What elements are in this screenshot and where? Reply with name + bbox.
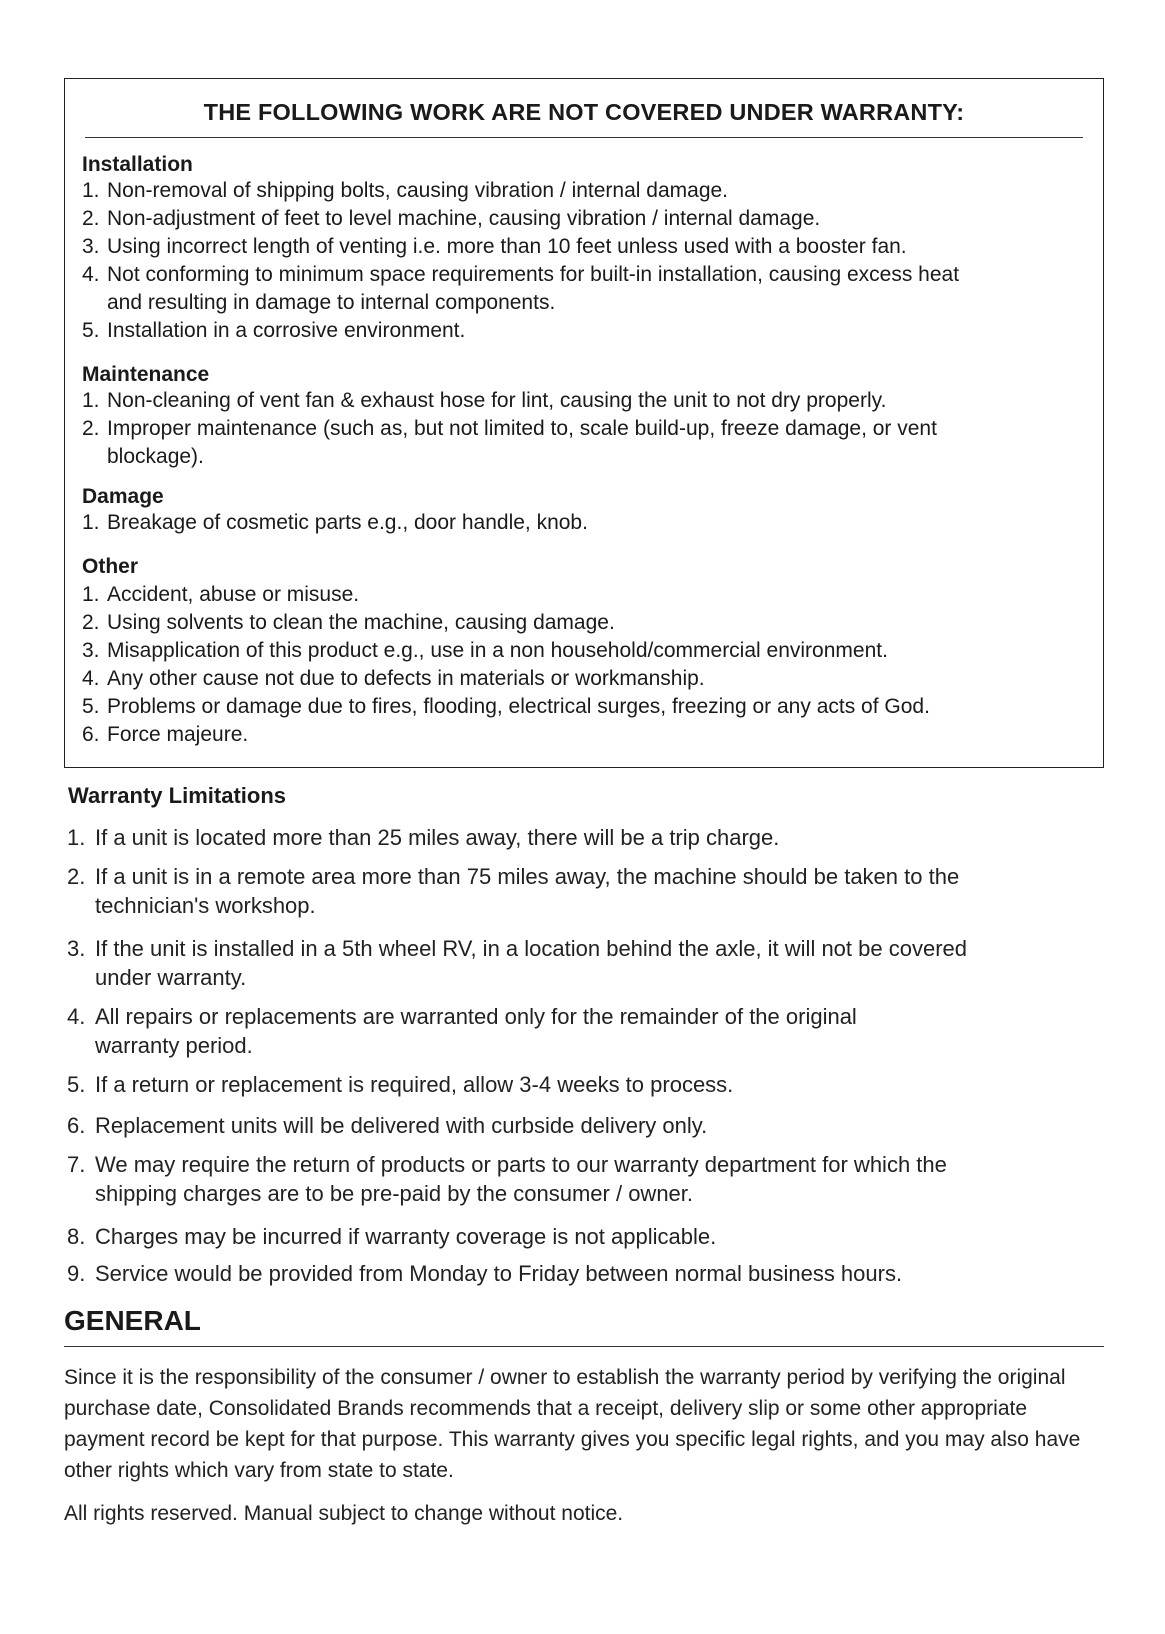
list-item xyxy=(82,261,960,314)
list-item xyxy=(67,1002,857,1058)
list-item xyxy=(82,665,705,693)
section-heading-maintenance: Maintenance xyxy=(82,363,210,386)
item-text: We may require the return of products or parts to our warranty department for which the xyxy=(95,1152,947,1177)
list-item xyxy=(67,1222,716,1251)
item-number: 2. xyxy=(82,611,100,634)
list-item xyxy=(67,823,779,852)
item-text: Breakage of cosmetic parts e.g., door handle, knob. xyxy=(107,511,588,534)
item-number: 2. xyxy=(82,207,100,230)
item-text: Non-cleaning of vent fan & exhaust hose for lint, causing the unit to not dry properly. xyxy=(107,389,887,412)
item-text: Installation in a corrosive environment. xyxy=(107,319,466,342)
item-text: Using solvents to clean the machine, causing damage. xyxy=(107,611,615,634)
item-text: Problems or damage due to fires, flooding, electrical surges, freezing or any acts of God. xyxy=(107,695,930,718)
section-heading-damage: Damage xyxy=(82,485,164,508)
list-item xyxy=(67,1111,707,1140)
item-number: 8. xyxy=(67,1224,86,1249)
item-number: 1. xyxy=(82,583,100,606)
item-number: 4. xyxy=(67,1004,86,1029)
section-heading-other: Other xyxy=(82,555,139,578)
section-heading-installation: Installation xyxy=(82,153,193,176)
not-covered-box xyxy=(64,78,1104,768)
list-item xyxy=(67,1259,902,1288)
item-text-continued: technician's workshop. xyxy=(95,893,316,918)
list-item xyxy=(82,317,465,345)
item-number: 7. xyxy=(67,1152,86,1177)
item-number: 3. xyxy=(67,936,86,961)
item-text: Replacement units will be delivered with curbside delivery only. xyxy=(95,1113,708,1138)
item-number: 1. xyxy=(67,825,86,850)
list-item xyxy=(67,1150,947,1206)
item-text: Service would be provided from Monday to Friday between normal business hours. xyxy=(95,1261,903,1286)
box-title-divider xyxy=(85,137,1083,138)
item-text: Non-removal of shipping bolts, causing vibration / internal damage. xyxy=(107,179,729,202)
item-text: Using incorrect length of venting i.e. more than 10 feet unless used with a booster fan. xyxy=(107,235,907,258)
item-text-continued: warranty period. xyxy=(95,1033,253,1058)
item-text: Misapplication of this product e.g., use in a non household/commercial environment. xyxy=(107,639,888,662)
list-item xyxy=(67,1070,733,1099)
item-number: 5. xyxy=(82,695,100,718)
list-item xyxy=(82,693,930,721)
list-item xyxy=(82,177,728,205)
list-item xyxy=(82,581,359,609)
general-heading: GENERAL xyxy=(64,1305,201,1336)
item-text: If a unit is located more than 25 miles away, there will be a trip charge. xyxy=(95,825,780,850)
general-paragraph: Since it is the responsibility of the consumer / owner to establish the warranty period by verifying the original purchase date, Consolidated Brands recommends that a receipt, delivery slip or some other appropriate payment record be kept for that purpose. This warranty gives you specific legal rights, and you may also have other rights which vary from state to state. xyxy=(64,1366,1081,1482)
list-item xyxy=(82,233,907,261)
list-item xyxy=(82,509,588,537)
item-number: 3. xyxy=(82,639,100,662)
item-number: 3. xyxy=(82,235,100,258)
item-text: Not conforming to minimum space requirements for built-in installation, causing excess heat xyxy=(107,263,960,286)
item-number: 2. xyxy=(67,864,86,889)
warranty-limitations-heading: Warranty Limitations xyxy=(68,783,286,808)
item-text: Accident, abuse or misuse. xyxy=(107,583,360,606)
item-number: 6. xyxy=(67,1113,86,1138)
item-text-continued: and resulting in damage to internal components. xyxy=(107,291,556,314)
item-number: 5. xyxy=(82,319,100,342)
item-text-continued: under warranty. xyxy=(95,965,247,990)
box-title: THE FOLLOWING WORK ARE NOT COVERED UNDER WARRANTY: xyxy=(203,99,965,125)
item-number: 1. xyxy=(82,179,100,202)
list-item xyxy=(82,415,937,468)
item-number: 2. xyxy=(82,417,100,440)
list-item xyxy=(82,637,888,665)
item-text: All repairs or replacements are warranted only for the remainder of the original xyxy=(95,1004,857,1029)
footer-notice: All rights reserved. Manual subject to change without notice. xyxy=(64,1502,624,1525)
item-number: 6. xyxy=(82,723,100,746)
list-item xyxy=(67,862,960,918)
list-item xyxy=(82,387,886,415)
list-item xyxy=(82,205,820,233)
item-number: 5. xyxy=(67,1072,86,1097)
item-text: If a unit is in a remote area more than 75 miles away, the machine should be taken to the xyxy=(95,864,960,889)
item-text-continued: shipping charges are to be pre-paid by the consumer / owner. xyxy=(95,1181,694,1206)
list-item xyxy=(67,934,967,990)
item-number: 9. xyxy=(67,1261,86,1286)
item-text: Non-adjustment of feet to level machine, causing vibration / internal damage. xyxy=(107,207,821,230)
item-text: If the unit is installed in a 5th wheel RV, in a location behind the axle, it will not be covered xyxy=(95,936,967,961)
item-text: Improper maintenance (such as, but not limited to, scale build-up, freeze damage, or vent xyxy=(107,417,937,440)
item-text: Any other cause not due to defects in materials or workmanship. xyxy=(107,667,705,690)
item-text: Charges may be incurred if warranty coverage is not applicable. xyxy=(95,1224,717,1249)
item-number: 1. xyxy=(82,511,100,534)
general-divider xyxy=(64,1346,1104,1347)
item-text-continued: blockage). xyxy=(107,445,204,468)
item-number: 4. xyxy=(82,263,100,286)
item-number: 4. xyxy=(82,667,100,690)
item-text: If a return or replacement is required, allow 3-4 weeks to process. xyxy=(95,1072,734,1097)
item-text: Force majeure. xyxy=(107,723,249,746)
list-item xyxy=(82,721,248,749)
list-item xyxy=(82,609,615,637)
item-number: 1. xyxy=(82,389,100,412)
